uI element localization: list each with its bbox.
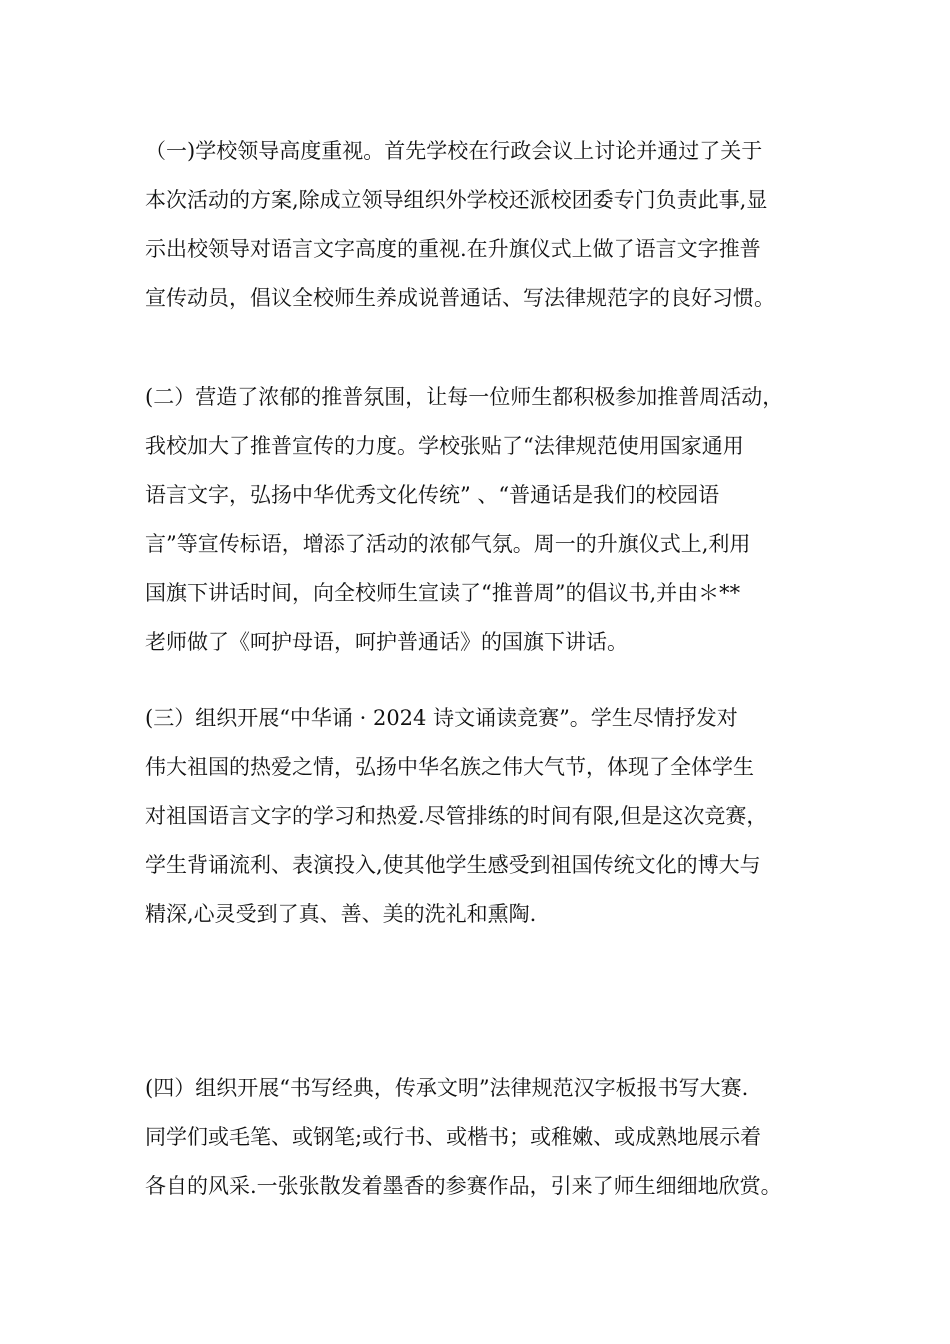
- paragraph-line: （一)学校领导高度重视。首先学校在行政会议上讨论并通过了关于: [145, 139, 763, 163]
- paragraph-line: 老师做了《呵护母语，呵护普通话》的国旗下讲话。: [145, 630, 628, 654]
- paragraph-line: 言”等宣传标语，增添了活动的浓郁气氛。周一的升旗仪式上,利用: [145, 532, 751, 556]
- paragraph-line: (三）组织开展“中华诵 · 2024 诗文诵读竞赛”。学生尽情抒发对: [145, 706, 738, 730]
- paragraph-line: 国旗下讲话时间，向全校师生宣读了“推普周”的倡议书,并由＊**: [145, 581, 741, 605]
- paragraph-4: [145, 1064, 815, 1211]
- paragraph-line: (二）营造了浓郁的推普氛围，让每一位师生都积极参加推普周活动，: [145, 385, 784, 409]
- paragraph-line: 学生背诵流利、表演投入,使其他学生感受到祖国传统文化的博大与: [145, 853, 761, 877]
- paragraph-line: 宣传动员，倡议全校师生养成说普通话、写法律规范字的良好习惯。: [145, 286, 775, 310]
- paragraph-1: [145, 127, 815, 323]
- paragraph-line: 伟大祖国的热爱之情，弘扬中华名族之伟大气节，体现了全体学生: [145, 755, 754, 779]
- paragraph-line: 语言文字，弘扬中华优秀文化传统” 、“普通话是我们的校园语: [145, 483, 720, 507]
- paragraph-line: 对祖国语言文字的学习和热爱.尽管排练的时间有限,但是这次竞赛，: [145, 804, 768, 828]
- paragraph-line: 精深,心灵受到了真、善、美的洗礼和熏陶.: [145, 902, 537, 926]
- paragraph-line: 本次活动的方案,除成立领导组织外学校还派校团委专门负责此事,显: [145, 188, 768, 212]
- paragraph-line: 各自的风采.一张张散发着墨香的参赛作品，引来了师生细细地欣赏。: [145, 1174, 782, 1198]
- paragraph-3: [145, 694, 815, 939]
- paragraph-line: 示出校领导对语言文字高度的重视.在升旗仪式上做了语言文字推普: [145, 237, 761, 261]
- paragraph-line: (四）组织开展“书写经典，传承文明”法律规范汉字板报书写大赛.: [145, 1076, 749, 1100]
- paragraph-line: 同学们或毛笔、或钢笔;或行书、或楷书；或稚嫩、或成熟地展示着: [145, 1125, 762, 1149]
- paragraph-2: [145, 373, 815, 667]
- paragraph-line: 我校加大了推普宣传的力度。学校张贴了“法律规范使用国家通用: [145, 434, 744, 458]
